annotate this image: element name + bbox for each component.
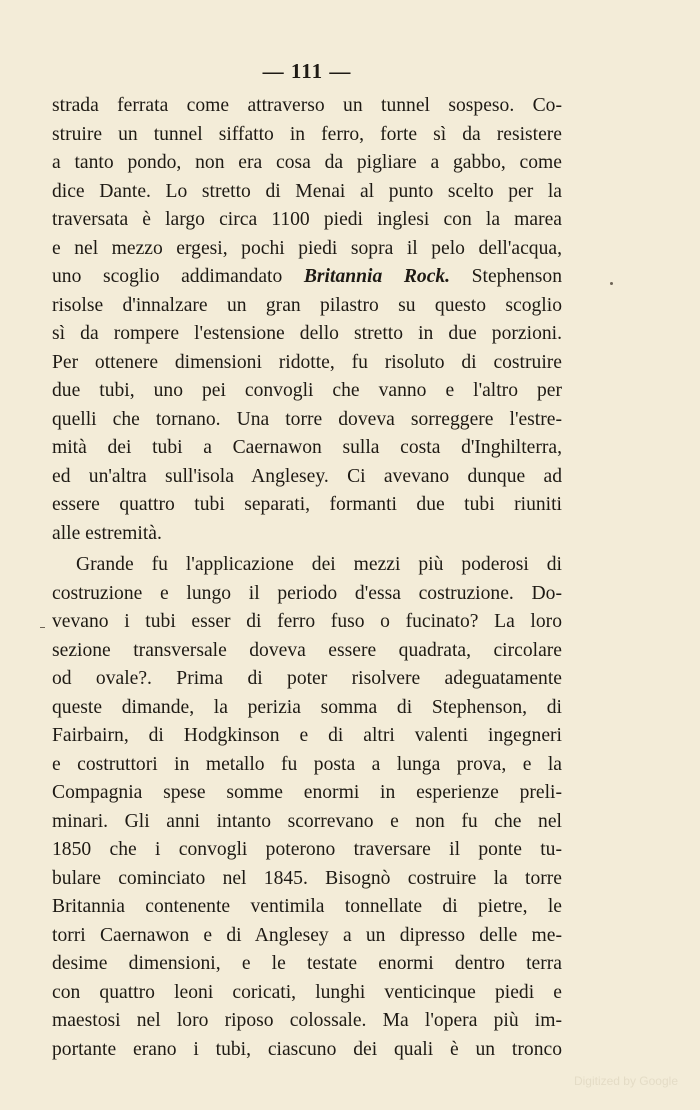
text-line: Fairbairn, di Hodgkinson e di altri valenti ingegneri (52, 725, 562, 746)
text-line: bulare cominciato nel 1845. Bisognò costruire la torre (52, 867, 562, 889)
ink-speck (40, 627, 45, 628)
text-line: queste dimande, la perizia somma di Stephenson, di (52, 696, 562, 718)
text-line: torri Caernawon e di Anglesey a un dipresso delle me- (52, 924, 562, 946)
text-line: portante erano i tubi, ciascuno dei quali è un tronco (52, 1038, 562, 1060)
text-line: strada ferrata come attraverso un tunnel sospeso. Co- (52, 95, 562, 116)
text-line: quelli che tornano. Una torre doveva sorreggere l'estre- (52, 408, 562, 430)
text-line: minari. Gli anni intanto scorrevano e non fu che nel (52, 810, 562, 832)
text-line: Compagnia spese somme enormi in esperienze preli- (52, 782, 562, 803)
text-line: a tanto pondo, non era cosa da pigliare a gabbo, come (52, 152, 562, 173)
text-line: essere quattro tubi separati, formanti due tubi riuniti (52, 494, 562, 515)
text-line: od ovale?. Prima di poter risolvere adeguatamente (52, 668, 562, 689)
text-fragment: uno scoglio addimandato (52, 266, 304, 287)
text-line: sezione transversale doveva essere quadrata, circolare (52, 639, 562, 661)
text-line: mità dei tubi a Caernawon sulla costa d'Inghilterra, (52, 437, 562, 458)
text-line: traversata è largo circa 1100 piedi inglesi con la marea (52, 209, 562, 230)
paragraph-2 (52, 551, 562, 1064)
text-line: e costruttori in metallo fu posta a lunga prova, e la (52, 753, 562, 775)
text-line: dice Dante. Lo stretto di Menai al punto scelto per la (52, 180, 562, 202)
emphasized-name: Britannia Rock. (303, 266, 451, 287)
text-line: sì da rompere l'estensione dello stretto in due porzioni. (52, 323, 562, 344)
text-line: Grande fu l'applicazione dei mezzi più poderosi di (76, 554, 562, 575)
text-line: 1850 che i convogli poterono traversare il ponte tu- (52, 839, 562, 860)
text-line: costruzione e lungo il periodo d'essa costruzione. Do- (52, 582, 562, 604)
text-line: maestosi nel loro riposo colossale. Ma l'opera più im- (52, 1010, 562, 1031)
text-line: struire un tunnel siffatto in ferro, forte sì da resistere (52, 123, 562, 145)
text-line-with-emphasis (52, 263, 562, 292)
text-line: Britannia contenente ventimila tonnellate di pietre, le (52, 896, 562, 917)
text-line: e nel mezzo ergesi, pochi piedi sopra il pelo dell'acqua, (52, 237, 562, 259)
text-line: due tubi, uno pei convogli che vanno e l'altro per (52, 380, 562, 401)
text-line: desime dimensioni, e le testate enormi dentro terra (52, 953, 562, 974)
text-line: vevano i tubi esser di ferro fuso o fucinato? La loro (52, 611, 562, 632)
text-line: alle estremità. (52, 522, 162, 544)
book-page (52, 56, 562, 1064)
ink-speck (610, 282, 613, 285)
paragraph-1 (52, 92, 562, 548)
text-line: risolse d'innalzare un gran pilastro su questo scoglio (52, 294, 562, 316)
text-line: Per ottenere dimensioni ridotte, fu risoluto di costruire (52, 351, 562, 373)
page-number: — 111 — (262, 59, 352, 83)
text-fragment: Stephenson (450, 266, 562, 287)
text-line: ed un'altra sull'isola Anglesey. Ci avevano dunque ad (52, 465, 562, 487)
scan-watermark: Digitized by Google (573, 1074, 678, 1088)
text-line: con quattro leoni coricati, lunghi venticinque piedi e (52, 981, 562, 1003)
